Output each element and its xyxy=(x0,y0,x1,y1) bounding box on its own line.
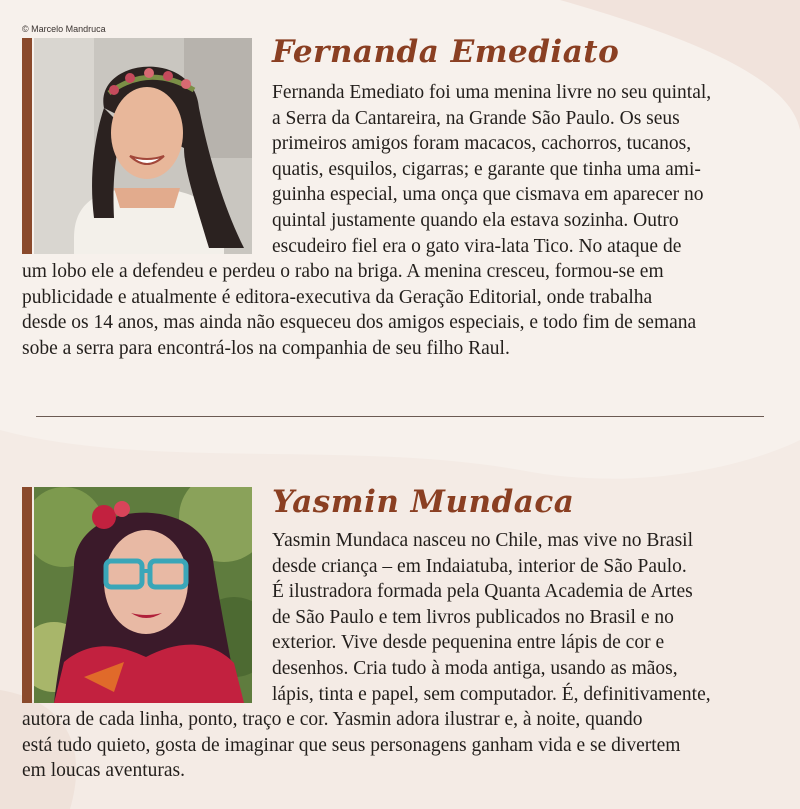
author-bio xyxy=(22,80,772,362)
author-name: Yasmin Mundaca xyxy=(272,484,575,520)
bio-line: desde os 14 anos, mas ainda não esqueceu dos amigos especiais, e todo fim de semana xyxy=(22,312,697,334)
photo-credit: © Marcelo Mandruca xyxy=(22,24,106,34)
bio-line: quatis, esquilos, cigarras; e garante que tinha uma ami- xyxy=(272,158,701,180)
author-bio xyxy=(22,528,772,784)
bio-line: em loucas aventuras. xyxy=(22,760,185,782)
bio-line: de São Paulo e tem livros publicados no Brasil e no xyxy=(272,606,674,628)
bio-line: um lobo ele a defendeu e perdeu o rabo na briga. A menina cresceu, formou-se em xyxy=(22,261,664,283)
bio-line: sobe a serra para encontrá-los na companhia de seu filho Raul. xyxy=(22,337,510,359)
bio-line: primeiros amigos foram macacos, cachorros, tucanos, xyxy=(272,133,692,155)
bio-line: desenhos. Cria tudo à moda antiga, usando as mãos, xyxy=(272,657,678,679)
bio-line: exterior. Vive desde pequenina entre lápis de cor e xyxy=(272,632,665,654)
bio-line: É ilustradora formada pela Quanta Academia de Artes xyxy=(272,581,693,603)
section-divider xyxy=(36,416,764,417)
bio-line: Yasmin Mundaca nasceu no Chile, mas vive no Brasil xyxy=(272,530,694,551)
bio-line: está tudo quieto, gosta de imaginar que seus personagens ganham vida e se divertem xyxy=(22,734,681,756)
bio-line: publicidade e atualmente é editora-executiva da Geração Editorial, onde trabalha xyxy=(22,286,653,308)
bio-line: escudeiro fiel era o gato vira-lata Tico. No ataque de xyxy=(272,235,682,257)
bio-line: guinha especial, uma onça que cismava em aparecer no xyxy=(272,184,704,206)
bio-line: lápis, tinta e papel, sem computador. É, definitivamente, xyxy=(272,683,711,705)
bio-line: a Serra da Cantareira, na Grande São Paulo. Os seus xyxy=(272,107,680,129)
bio-line: quintal justamente quando ela estava sozinha. Outro xyxy=(272,209,679,231)
bio-line: autora de cada linha, ponto, traço e cor. Yasmin adora ilustrar e, à noite, quando xyxy=(22,709,643,731)
bio-line: Fernanda Emediato foi uma menina livre no seu quintal, xyxy=(272,82,712,103)
bio-line: desde criança – em Indaiatuba, interior de São Paulo. xyxy=(272,555,687,577)
author-name: Fernanda Emediato xyxy=(272,34,620,70)
